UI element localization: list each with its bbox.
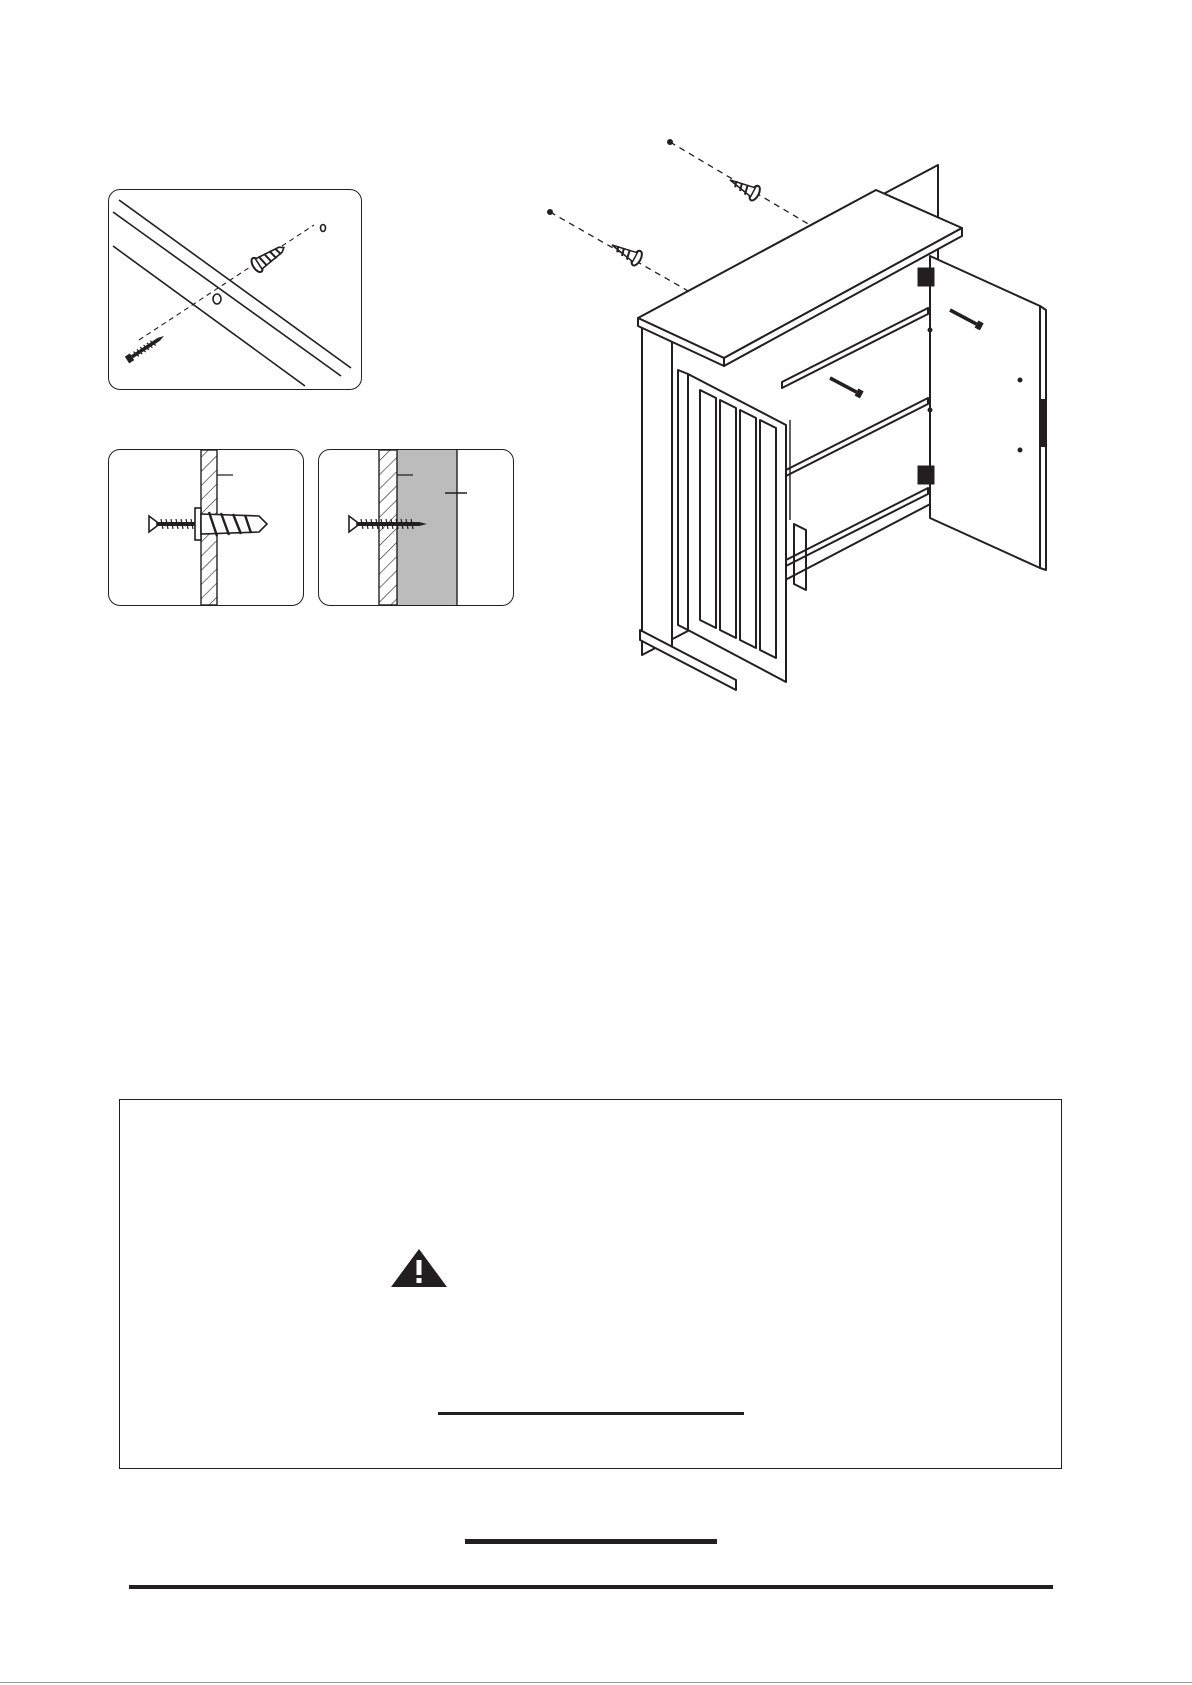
warning-box [119,1099,1062,1469]
page-edge-line [0,1682,1192,1683]
section-underline [465,1539,717,1544]
screw-panel-diagram [109,190,361,389]
detail-inset-anchor-drywall [108,449,304,606]
detail-inset-screw-stud [318,449,514,606]
screw-stud-diagram [319,450,513,605]
footer-rule [129,1585,1053,1589]
screw-icon [125,333,166,364]
detail-inset-screw-panel [108,189,362,390]
warning-triangle-icon [390,1248,448,1288]
anchor-drywall-diagram [109,450,303,605]
cabinet-wall-mount-illustration [520,120,1060,710]
warning-underline [438,1412,744,1415]
